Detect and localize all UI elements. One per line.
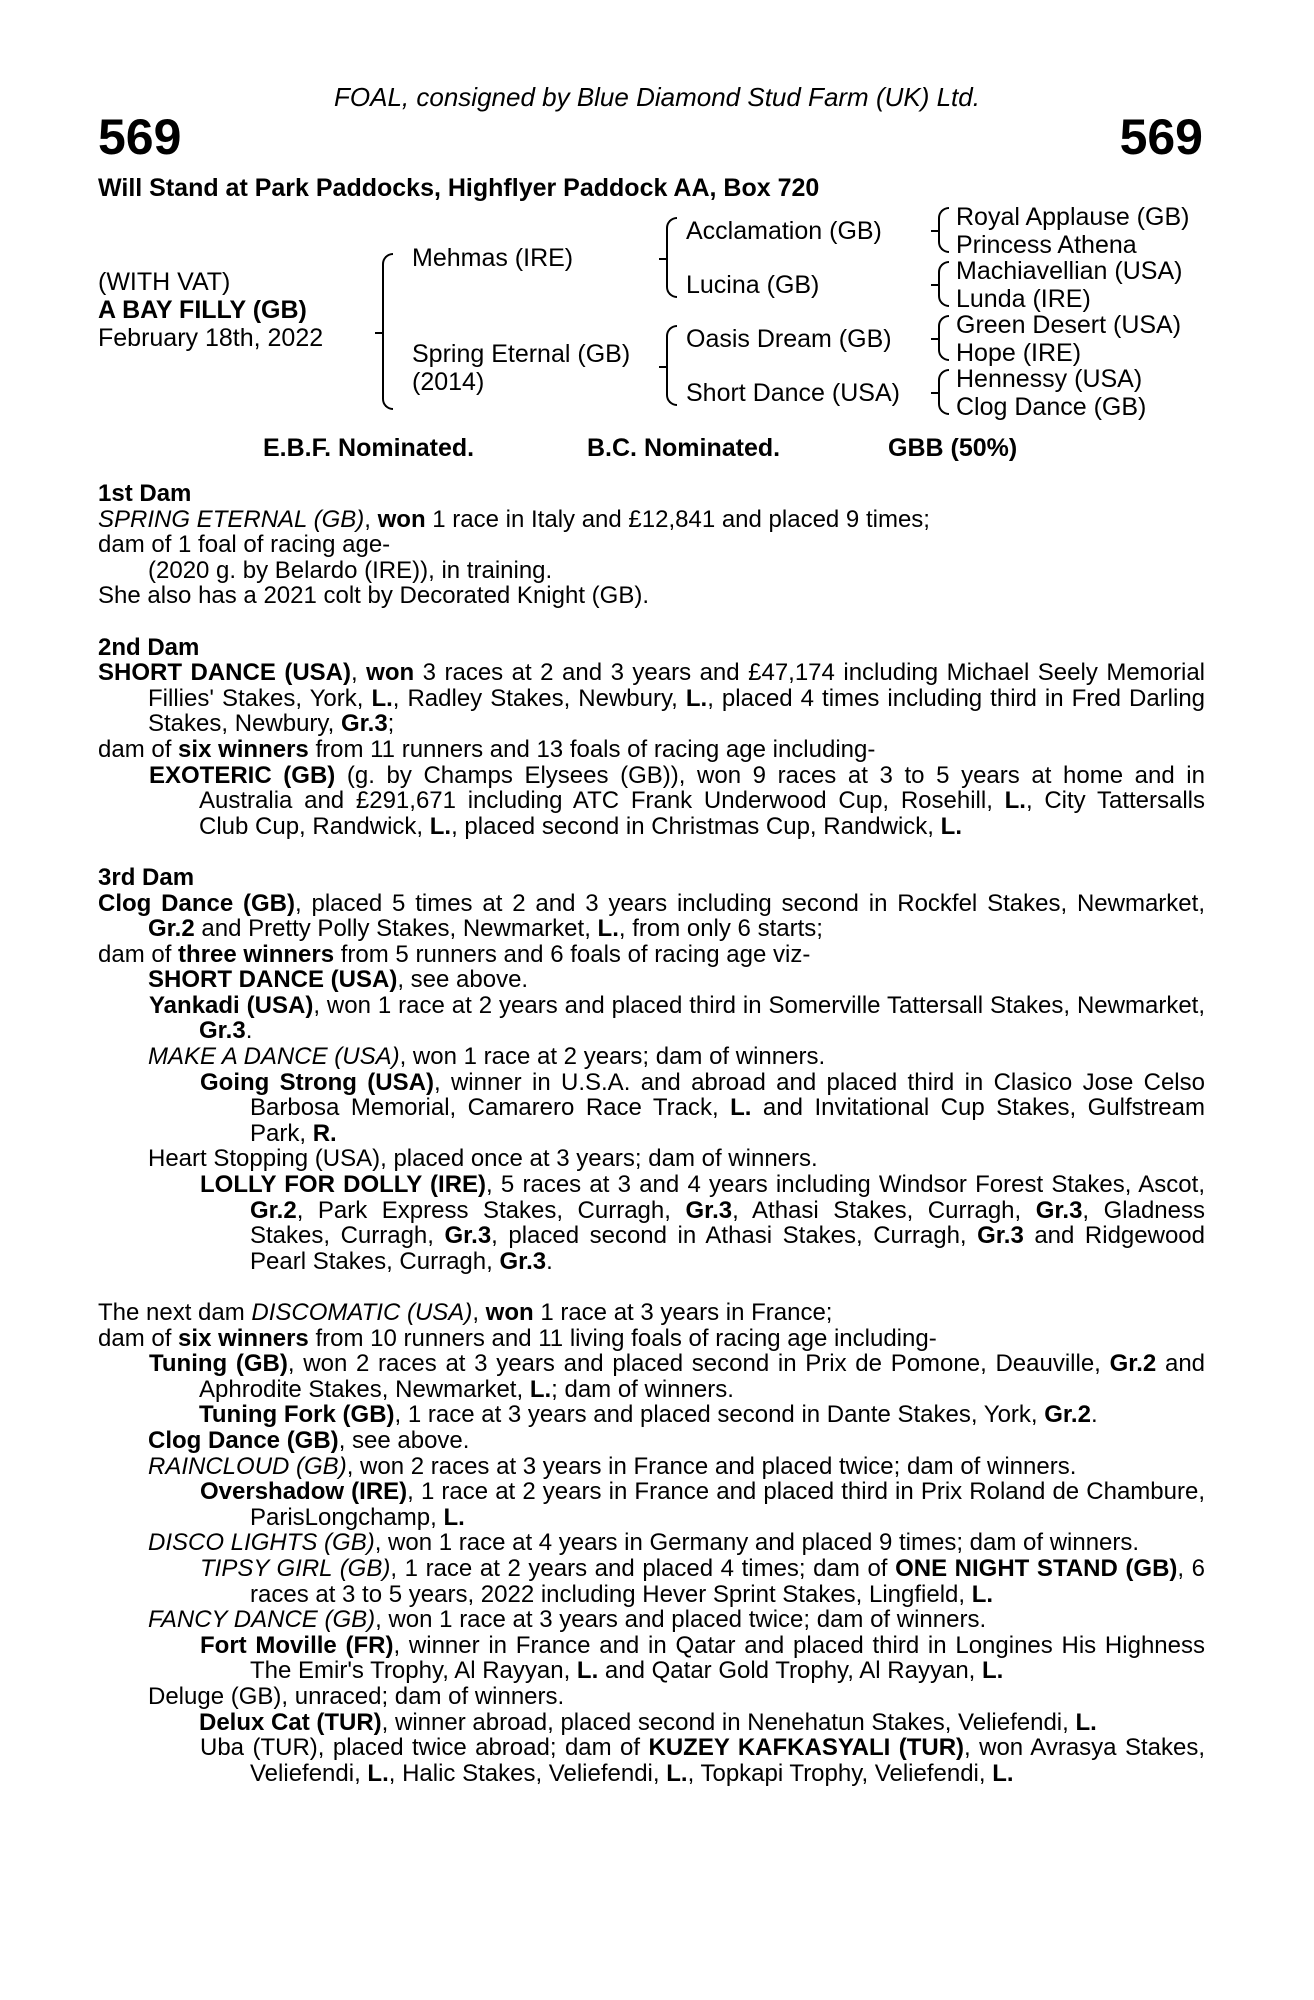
first-dam-section	[98, 481, 1205, 609]
deluge-entry: Deluge (GB), unraced; dam of winners.	[148, 1682, 565, 1710]
overshadow-entry: Overshadow (IRE), 1 race at 2 years in France and placed third in Prix Roland de Chambure, ParisLongchamp, L.	[200, 1478, 1205, 1531]
second-dam-section	[98, 635, 1205, 840]
brace-sd	[938, 261, 949, 307]
dam-name: Spring Eternal (GB)	[412, 340, 631, 368]
dam-year: (2014)	[412, 368, 485, 396]
third-dam-section	[98, 865, 1205, 1275]
first-dam-line2: dam of 1 foal of racing age-	[98, 531, 391, 559]
short-dance-entry: SHORT DANCE (USA), see above.	[148, 966, 529, 994]
sire-dam: Lucina (GB)	[686, 271, 820, 299]
produce-record	[98, 481, 1205, 1786]
third-dam-heading: 3rd Dam	[98, 863, 195, 891]
tuning-fork-entry: Tuning Fork (GB), 1 race at 3 years and placed second in Dante Stakes, York, Gr.2.	[199, 1401, 1098, 1429]
fort-moville-entry: Fort Moville (FR), winner in France and in Qatar and placed third in Longines His Highness The Emir's Trophy, Al Rayyan, L. and Qatar Gold Trophy, Al Rayyan, L.	[200, 1631, 1205, 1685]
ped-sds: Machiavellian (USA)	[956, 257, 1183, 285]
brace-ss	[938, 207, 949, 253]
brace-gen1	[382, 253, 393, 410]
brace-dd	[938, 369, 949, 415]
gbb-label: GBB (50%)	[888, 434, 1018, 462]
foaling-date: February 18th, 2022	[98, 324, 324, 352]
third-dam-produce: dam of three winners from 5 runners and 6 foals of racing age viz-	[98, 940, 811, 968]
bc-nominated: B.C. Nominated.	[587, 434, 781, 462]
dam-sire: Oasis Dream (GB)	[686, 325, 892, 353]
ped-dsd: Hope (IRE)	[956, 339, 1082, 367]
raincloud-entry: RAINCLOUD (GB), won 2 races at 3 years in France and placed twice; dam of winners.	[148, 1452, 1077, 1480]
tipsy-girl-entry: TIPSY GIRL (GB), 1 race at 2 years and placed 4 times; dam of ONE NIGHT STAND (GB), 6 races at 3 to 5 years, 2022 including Hever Sprint Stakes, Lingfield, L.	[200, 1554, 1206, 1608]
ped-ssd: Princess Athena	[956, 231, 1137, 259]
yankadi-entry: Yankadi (USA), won 1 race at 2 years and placed third in Somerville Tattersall Stakes, Newmarket, Gr.3.	[149, 991, 1205, 1045]
brace-ds	[938, 315, 949, 361]
disco-lights-entry: DISCO LIGHTS (GB), won 1 race at 4 years in Germany and placed 9 times; dam of winners.	[148, 1529, 1140, 1557]
lot-number-left: 569	[98, 109, 182, 165]
lot-number-right: 569	[1119, 109, 1203, 165]
sire-sire: Acclamation (GB)	[686, 217, 882, 245]
heart-stopping-entry: Heart Stopping (USA), placed once at 3 years; dam of winners.	[148, 1145, 818, 1173]
exoteric-record: EXOTERIC (GB) (g. by Champs Elysees (GB)), won 9 races at 3 to 5 years at home and in Australia and £291,671 including ATC Frank Underwood Cup, Rosehill, L., City Tattersalls Club Cup, Randwick, L., placed second in Christmas Cup, Randwick, L.	[149, 761, 1206, 840]
lolly-for-dolly-entry: LOLLY FOR DOLLY (IRE), 5 races at 3 and 4 years including Windsor Forest Stakes, Ascot, Gr.2, Park Express Stakes, Curragh, Gr.3, Athasi Stakes, Curragh, Gr.3, Gladness Stakes, Curragh, Gr.3, placed second in Athasi Stakes, Curragh, Gr.3 and Ridgewood Pearl Stakes, Curragh, Gr.3.	[200, 1171, 1206, 1275]
ped-dds: Hennessy (USA)	[956, 365, 1143, 393]
ped-ddd: Clog Dance (GB)	[956, 393, 1147, 421]
third-dam-record: Clog Dance (GB), placed 5 times at 2 and 3 years including second in Rockfel Stakes, Newmarket, Gr.2 and Pretty Polly Stakes, Newmarket, L., from only 6 starts;	[98, 889, 1205, 943]
next-dam-line: The next dam DISCOMATIC (USA), won 1 race at 3 years in France;	[98, 1299, 833, 1326]
dam-dam: Short Dance (USA)	[686, 379, 900, 407]
clog-dance-entry: Clog Dance (GB), see above.	[148, 1426, 470, 1454]
ped-sdd: Lunda (IRE)	[956, 285, 1091, 313]
first-dam-heading: 1st Dam	[98, 480, 192, 507]
second-dam-record: SHORT DANCE (USA), won 3 races at 2 and 3 years and £47,174 including Michael Seely Memorial Fillies' Stakes, York, L., Radley Stakes, Newbury, L., placed 4 times including third in Fred Darling Stakes, Newbury, Gr.3;	[98, 659, 1206, 738]
first-dam-line4: She also has a 2021 colt by Decorated Knight (GB).	[98, 582, 649, 610]
tuning-entry: Tuning (GB), won 2 races at 3 years and placed second in Prix de Pomone, Deauville, Gr.2 and Aphrodite Stakes, Newmarket, L.; dam of winners.	[149, 1350, 1206, 1403]
ebf-nominated: E.B.F. Nominated.	[263, 434, 475, 462]
first-dam-line3: (2020 g. by Belardo (IRE)), in training.	[148, 556, 553, 584]
vat-label: (WITH VAT)	[98, 268, 231, 296]
second-dam-heading: 2nd Dam	[98, 633, 200, 661]
going-strong-entry: Going Strong (USA), winner in U.S.A. and abroad and placed third in Clasico Jose Celso Barbosa Memorial, Camarero Race Track, L. and Invitational Cup Stakes, Gulfstream Park, R.	[200, 1068, 1205, 1147]
make-a-dance-entry: MAKE A DANCE (USA), won 1 race at 2 years; dam of winners.	[148, 1043, 826, 1071]
next-dam-section	[98, 1300, 1205, 1786]
horse-name: A BAY FILLY (GB)	[98, 296, 307, 324]
second-dam-produce: dam of six winners from 11 runners and 13 foals of racing age including-	[98, 735, 876, 763]
sire-name: Mehmas (IRE)	[412, 244, 574, 272]
ped-sss: Royal Applause (GB)	[956, 203, 1190, 231]
first-dam-line: SPRING ETERNAL (GB), won 1 race in Italy and £12,841 and placed 9 times;	[98, 505, 930, 533]
next-dam-produce: dam of six winners from 10 runners and 11 living foals of racing age including-	[98, 1324, 937, 1352]
brace-sire	[666, 217, 677, 298]
brace-dam	[666, 325, 677, 406]
delux-cat-entry: Delux Cat (TUR), winner abroad, placed second in Nenehatun Stakes, Veliefendi, L.	[199, 1708, 1097, 1736]
ped-dss: Green Desert (USA)	[956, 311, 1182, 339]
uba-entry: Uba (TUR), placed twice abroad; dam of KUZEY KAFKASYALI (TUR), won Avrasya Stakes, Veliefendi, L., Halic Stakes, Veliefendi, L., Topkapi Trophy, Veliefendi, L.	[200, 1734, 1205, 1787]
fancy-dance-entry: FANCY DANCE (GB), won 1 race at 3 years and placed twice; dam of winners.	[148, 1606, 987, 1634]
stand-location: Will Stand at Park Paddocks, Highflyer Paddock AA, Box 720	[98, 174, 820, 202]
consignor-line: FOAL, consigned by Blue Diamond Stud Farm (UK) Ltd.	[334, 82, 980, 112]
